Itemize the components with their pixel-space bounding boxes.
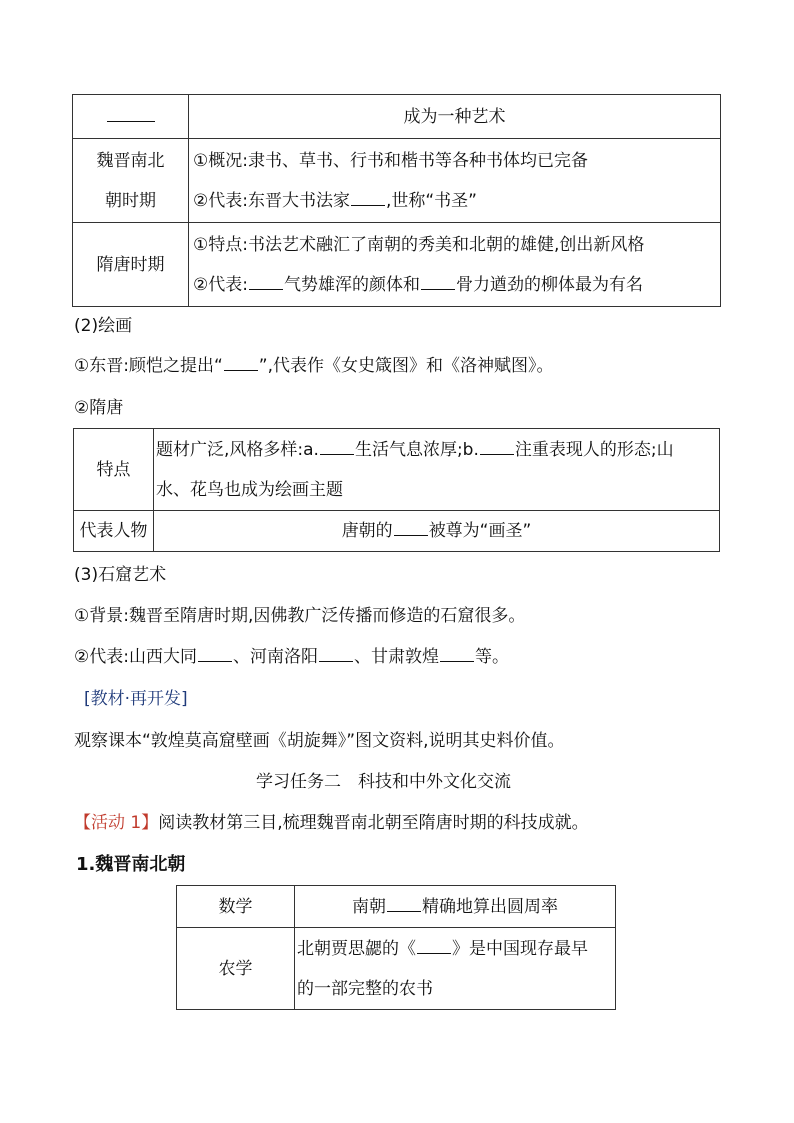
cell-feature-content: 题材广泛,风格多样:a. 生活气息浓厚;b. 注重表现人的形态;山 水、花鸟也成为绘画主题 [154,429,720,511]
cell-weijin: 魏晋南北 朝时期 [73,139,189,223]
redevelop-text: 观察课本“敦煌莫高窟壁画《胡旋舞》”图文资料,说明其史料价值。 [74,731,565,751]
science-table [176,885,616,1010]
painting-table [73,428,720,552]
cell-weijin-content: ①概况:隶书、草书、行书和楷书等各种书体均已完备 ②代表:东晋大书法家 ,世称“书圣” [189,139,721,223]
cell-suitang-content: ①特点:书法艺术融汇了南朝的秀美和北朝的雄健,创出新风格 ②代表: 气势雄浑的颜体和 骨力遒劲的柳体最为有名 [189,223,721,307]
cell-figure-label: 代表人物 [74,511,154,552]
cell-blank [73,95,189,139]
activity-line: 【活动 1】阅读教材第三目,梳理魏晋南北朝至隋唐时期的科技成就。 [74,813,589,833]
grotto-heading: (3)石窟艺术 [74,565,167,585]
painting-heading: (2)绘画 [74,316,133,336]
cell-feature-label: 特点 [74,429,154,511]
cell-suitang: 隋唐时期 [73,223,189,307]
section-heading: 1.魏晋南北朝 [76,854,186,875]
painting-line2: ②隋唐 [74,398,124,418]
activity-tag: 【活动 1】 [74,813,159,833]
task2-title: 学习任务二 科技和中外文化交流 [256,772,511,792]
cell-art: 成为一种艺术 [189,95,721,139]
grotto-line2: ②代表:山西大同 、河南洛阳 、甘肃敦煌 等。 [74,647,509,667]
grotto-line1: ①背景:魏晋至隋唐时期,因佛教广泛传播而修造的石窟很多。 [74,606,526,626]
calligraphy-table [72,94,721,307]
painting-line1: ①东晋:顾恺之提出“ ”,代表作《女史箴图》和《洛神赋图》。 [74,356,554,376]
redevelop-tag: [教材·再开发] [84,689,188,709]
cell-agri-content: 北朝贾思勰的《 》是中国现存最早 的一部完整的农书 [295,928,616,1010]
cell-agri-label: 农学 [177,928,295,1010]
cell-math-label: 数学 [177,886,295,928]
cell-math-content: 南朝 精确地算出圆周率 [295,886,616,928]
cell-figure-content: 唐朝的 被尊为“画圣” [154,511,720,552]
